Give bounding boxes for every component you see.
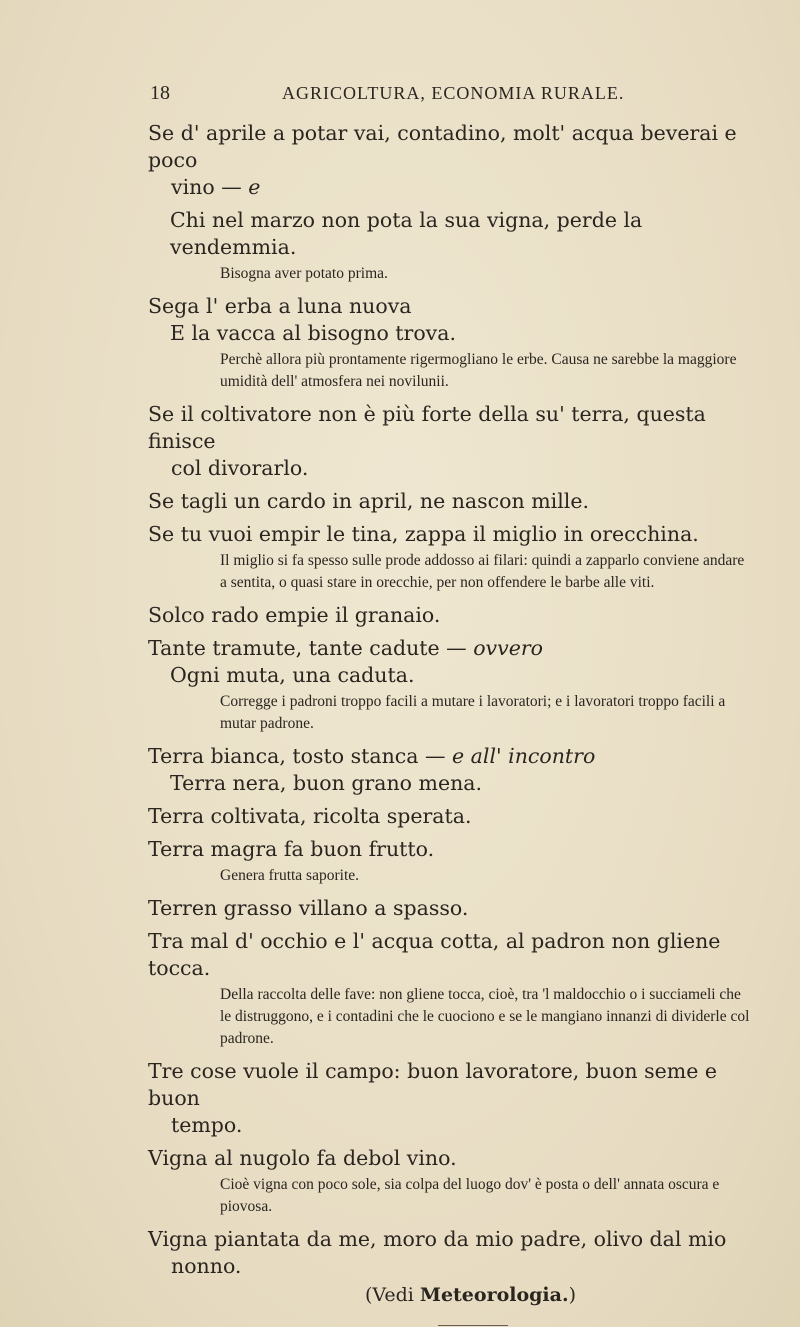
proverb-line: Terra nera, buon grano mena. <box>170 771 483 795</box>
proverb-entry <box>148 120 753 201</box>
proverb-entry <box>148 293 753 393</box>
page-number: 18 <box>150 82 170 104</box>
proverb-line: nonno. <box>171 1254 242 1278</box>
page-body <box>148 120 753 1326</box>
proverb-line: Se il coltivatore non è più forte della su' terra, questa finisce <box>148 402 706 453</box>
proverb-entry <box>148 895 753 922</box>
proverb-note: Corregge i padroni troppo facili a mutare i lavoratori; e i lavoratori troppo facili a mutar padrone. <box>220 693 726 732</box>
proverb-line: tempo. <box>171 1113 243 1137</box>
cross-reference: (Vedi Meteorologia.) <box>364 1284 576 1306</box>
proverb-line: Terra coltivata, ricolta sperata. <box>148 804 472 828</box>
proverb-line: Tre cose vuole il campo: buon lavoratore, buon seme e buon <box>148 1059 718 1110</box>
proverb-line: E la vacca al bisogno trova. <box>170 321 456 345</box>
proverb-note: Della raccolta delle fave: non gliene tocca, cioè, tra 'l maldocchio o i succiameli che le distruggono, e i contadini che le cuociono e se le mangiano innanzi di dividerle col padrone. <box>220 986 750 1047</box>
proverb-note: Il miglio si fa spesso sulle prode addosso ai filari: quindi a zapparlo conviene andare a sentita, o quasi stare in orecchie, per non offendere le barbe alle viti. <box>220 552 745 591</box>
proverb-line: Terren grasso villano a spasso. <box>148 896 469 920</box>
proverb-entry <box>148 803 753 830</box>
proverb-line: Se tu vuoi empir le tina, zappa il miglio in orecchina. <box>148 522 699 546</box>
proverb-note: Perchè allora più prontamente rigermogliano le erbe. Causa ne sarebbe la maggiore umidità dell' atmosfera nei novilunii. <box>220 351 737 390</box>
proverb-line: Se tagli un cardo in april, ne nascon mille. <box>148 489 589 513</box>
proverb-entry <box>148 836 753 887</box>
proverb-entry <box>148 928 753 1050</box>
proverb-line: Tante tramute, tante cadute — ovvero <box>148 636 543 660</box>
proverb-line: Solco rado empie il granaio. <box>148 603 441 627</box>
proverb-note: Bisogna aver potato prima. <box>220 265 388 282</box>
proverb-entry <box>148 207 753 285</box>
proverb-line: Vigna al nugolo fa debol vino. <box>148 1146 457 1170</box>
running-title: AGRICOLTURA, ECONOMIA RURALE. <box>282 83 625 103</box>
proverb-entry <box>148 521 753 594</box>
proverb-entry <box>148 602 753 629</box>
proverb-line: Chi nel marzo non pota la sua vigna, perde la vendemmia. <box>170 208 643 259</box>
proverb-line: Terra magra fa buon frutto. <box>148 837 435 861</box>
proverb-entry <box>148 635 753 735</box>
proverb-line: Terra bianca, tosto stanca — e all' incontro <box>148 744 596 768</box>
proverb-line: Ogni muta, una caduta. <box>170 663 415 687</box>
proverb-entry <box>148 401 753 482</box>
proverb-entry <box>148 743 753 797</box>
proverb-line: Sega l' erba a luna nuova <box>148 294 412 318</box>
proverb-entry <box>148 1145 753 1218</box>
proverb-entry <box>148 1226 753 1280</box>
proverb-entry <box>148 1058 753 1139</box>
proverb-note: Genera frutta saporite. <box>220 867 360 884</box>
proverb-line: Vigna piantata da me, moro da mio padre, olivo dal mio <box>148 1227 727 1251</box>
proverb-note: Cioè vigna con poco sole, sia colpa del luogo dov' è posta o dell' annata oscura e piovosa. <box>220 1176 720 1215</box>
proverb-line: Tra mal d' occhio e l' acqua cotta, al padron non gliene tocca. <box>148 929 721 980</box>
end-rule <box>438 1325 508 1326</box>
proverb-line: col divorarlo. <box>171 456 309 480</box>
proverb-line: vino — e <box>171 175 261 199</box>
proverb-entry <box>148 488 753 515</box>
proverb-line: Se d' aprile a potar vai, contadino, molt' acqua beverai e poco <box>148 121 737 172</box>
page-header <box>150 82 750 112</box>
